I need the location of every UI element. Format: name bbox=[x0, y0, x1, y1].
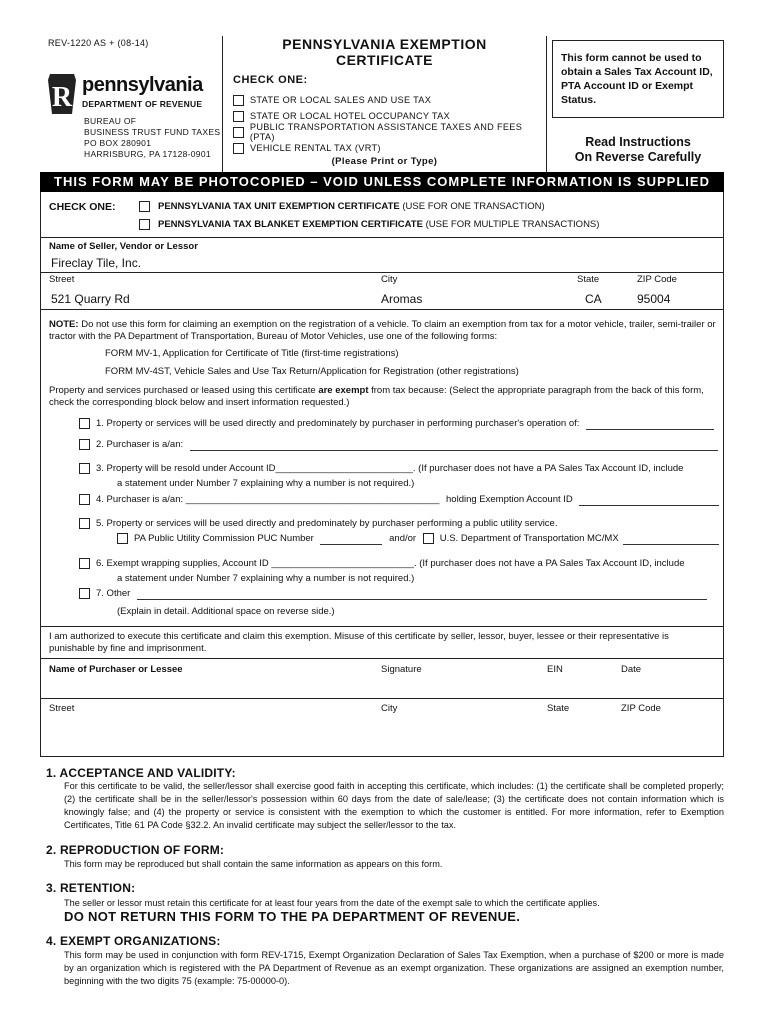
section-2-title: 2. REPRODUCTION OF FORM: bbox=[46, 843, 225, 857]
purchaser-street-label: Street bbox=[49, 703, 75, 714]
title-box bbox=[222, 36, 547, 172]
section-4-body: This form may be used in conjunction with form REV-1715, Exempt Organization Declaration of Sales Tax Exemption, when a purchase of $200 or more is made by an organization which is registered with the PA Department of Revenue as an exempt organization. These organizations are assigned an exemption number, beginning with the two digits 75 (example: 75-00000-0). bbox=[64, 950, 724, 986]
date-label: Date bbox=[621, 664, 642, 675]
reason-6-note: a statement under Number 7 explaining why a number is not required.) bbox=[117, 573, 415, 584]
section-3-title: 3. RETENTION: bbox=[46, 881, 136, 895]
puc-number-field[interactable] bbox=[320, 535, 382, 545]
seller-zip-field[interactable]: 95004 bbox=[637, 292, 671, 306]
checkbox[interactable] bbox=[233, 143, 244, 154]
mc-mx-field[interactable] bbox=[623, 535, 719, 545]
tax-option-pta[interactable]: PUBLIC TRANSPORTATION ASSISTANCE TAXES AND FEES (PTA) bbox=[233, 124, 546, 140]
tax-option-sales-use[interactable]: STATE OR LOCAL SALES AND USE TAX bbox=[233, 92, 546, 108]
form-number: REV-1220 AS + (08-14) bbox=[48, 38, 149, 48]
checkbox[interactable] bbox=[79, 558, 90, 569]
reason-1-field[interactable] bbox=[586, 420, 714, 430]
form-mv1: FORM MV-1, Application for Certificate of Title (first-time registrations) bbox=[105, 348, 399, 359]
seller-name-label: Name of Seller, Vendor or Lessor bbox=[49, 241, 198, 252]
reason-6[interactable]: 6. Exempt wrapping supplies, Account ID ___________________________. (If purchaser does not have a PA Sales Tax Account ID, include bbox=[79, 558, 727, 570]
reason-7[interactable]: 7. Other bbox=[79, 588, 725, 600]
reason-7-field[interactable] bbox=[137, 590, 707, 600]
checkbox[interactable] bbox=[233, 127, 244, 138]
logo-wordmark: pennsylvania bbox=[82, 74, 203, 96]
seller-city-field[interactable]: Aromas bbox=[381, 292, 423, 306]
print-note: (Please Print or Type) bbox=[331, 156, 438, 167]
form-mv4st: FORM MV-4ST, Vehicle Sales and Use Tax Return/Application for Registration (other registrations) bbox=[105, 366, 519, 377]
section-1-body: For this certificate to be valid, the seller/lessor shall exercise good faith in accepting this certificate, which includes: (1) the certificate shall be completed properly; (2) the certificate shall be in the seller/lessor's possession within 60 days from the date of sale/lease; (3) the certificate does not contain information which is knowingly false; and (4) the property or service is consistent with the exemption to which the customer is entitled. For more information, refer to Exemption Certificates, Title 61 PA Code §32.2. An invalid certificate may subject the seller/lessor to the tax. bbox=[64, 781, 724, 830]
reason-2[interactable]: 2. Purchaser is a/an: bbox=[79, 439, 725, 451]
right-info bbox=[552, 40, 724, 170]
purchaser-city-label: City bbox=[381, 703, 398, 714]
seller-street-field[interactable]: 521 Quarry Rd bbox=[51, 292, 130, 306]
reason-5[interactable]: 5. Property or services will be used directly and predominately by purchaser performing a public utility service. bbox=[79, 518, 725, 530]
tax-option-hotel[interactable]: STATE OR LOCAL HOTEL OCCUPANCY TAX bbox=[233, 108, 546, 124]
checkbox[interactable] bbox=[79, 463, 90, 474]
tax-option-vrt[interactable]: VEHICLE RENTAL TAX (VRT) bbox=[233, 140, 546, 156]
checkbox[interactable] bbox=[79, 418, 90, 429]
checkbox[interactable] bbox=[117, 533, 128, 544]
unit-certificate-option[interactable]: PENNSYLVANIA TAX UNIT EXEMPTION CERTIFICATE (USE FOR ONE TRANSACTION) bbox=[139, 201, 545, 213]
checkbox[interactable] bbox=[79, 588, 90, 599]
signature-label: Signature bbox=[381, 664, 422, 675]
checkbox[interactable] bbox=[79, 439, 90, 450]
exemption-intro: Property and services purchased or leased using this certificate are exempt from tax because: (Select the appropriate paragraph from the back of this form, check the corresponding block below and insert information requested.) bbox=[49, 385, 704, 408]
certificate-main bbox=[40, 192, 724, 757]
seller-state-label: State bbox=[577, 274, 600, 285]
pa-revenue-logo bbox=[48, 74, 220, 116]
section-4-title: 4. EXEMPT ORGANIZATIONS: bbox=[46, 934, 221, 948]
checkbox[interactable] bbox=[139, 201, 150, 212]
reason-5-sub: PA Public Utility Commission PUC Number and/or U.S. Department of Transportation MC/MX bbox=[117, 533, 727, 545]
seller-city-label: City bbox=[381, 274, 398, 285]
seller-state-field[interactable]: CA bbox=[585, 292, 602, 306]
authorization-statement: I am authorized to execute this certificate and claim this exemption. Misuse of this certificate by seller, lessor, buyer, lessee or their representative is punishable by fine and imprisonment. bbox=[49, 631, 669, 654]
reason-7-note: (Explain in detail. Additional space on reverse side.) bbox=[117, 606, 335, 617]
restriction-note: This form cannot be used to obtain a Sales Tax Account ID, PTA Account ID or Exempt Status. bbox=[552, 40, 724, 118]
checkbox[interactable] bbox=[79, 518, 90, 529]
photocopy-banner: THIS FORM MAY BE PHOTOCOPIED – VOID UNLESS COMPLETE INFORMATION IS SUPPLIED bbox=[40, 172, 724, 192]
checkbox[interactable] bbox=[233, 111, 244, 122]
purchaser-name-label: Name of Purchaser or Lessee bbox=[49, 664, 183, 675]
tax-check-one-label: CHECK ONE: bbox=[233, 74, 308, 86]
purchaser-state-label: State bbox=[547, 703, 570, 714]
form-title: PENNSYLVANIA EXEMPTION CERTIFICATE bbox=[282, 36, 487, 68]
bureau-address: BUREAU OF BUSINESS TRUST FUND TAXES PO BOX 280901 HARRISBURG, PA 17128-0901 bbox=[84, 116, 221, 159]
section-1-title: 1. ACCEPTANCE AND VALIDITY: bbox=[46, 766, 236, 780]
svg-text:R: R bbox=[51, 82, 73, 113]
tax-type-options bbox=[233, 92, 546, 156]
seller-street-label: Street bbox=[49, 274, 75, 285]
purchaser-zip-label: ZIP Code bbox=[621, 703, 661, 714]
read-instructions: Read Instructions On Reverse Carefully bbox=[574, 135, 702, 164]
do-not-return-warning: DO NOT RETURN THIS FORM TO THE PA DEPARTMENT OF REVENUE. bbox=[64, 909, 521, 924]
reason-3[interactable]: 3. Property will be resold under Account ID__________________________. (If purchaser does not have a PA Sales Tax Account ID, include bbox=[79, 463, 727, 475]
keystone-logo-icon bbox=[48, 74, 76, 114]
reason-1[interactable]: 1. Property or services will be used directly and predominately by purchaser in performing purchaser's operation of: bbox=[79, 418, 725, 430]
seller-zip-label: ZIP Code bbox=[637, 274, 677, 285]
blanket-certificate-option[interactable]: PENNSYLVANIA TAX BLANKET EXEMPTION CERTIFICATE (USE FOR MULTIPLE TRANSACTIONS) bbox=[139, 219, 599, 231]
checkbox[interactable] bbox=[233, 95, 244, 106]
logo-department: DEPARTMENT OF REVENUE bbox=[82, 99, 203, 109]
section-3-body: The seller or lessor must retain this certificate for at least four years from the date of the exempt sale to which the certificate applies. bbox=[64, 898, 600, 908]
vehicle-note: NOTE: Do not use this form for claiming an exemption on the registration of a vehicle. To claim an exemption from tax for a motor vehicle, trailer, semi-trailer or tractor with the PA Department of Transportation, Bureau of Motor Vehicles, use one of the following forms: bbox=[49, 319, 716, 342]
checkbox[interactable] bbox=[79, 494, 90, 505]
ein-label: EIN bbox=[547, 664, 563, 675]
reason-2-field[interactable] bbox=[190, 441, 718, 451]
header-left bbox=[48, 38, 220, 113]
cert-check-one-label: CHECK ONE: bbox=[49, 201, 116, 213]
section-2-body: This form may be reproduced but shall contain the same information as appears on this form. bbox=[64, 859, 443, 869]
checkbox[interactable] bbox=[139, 219, 150, 230]
seller-name-field[interactable]: Fireclay Tile, Inc. bbox=[51, 256, 142, 270]
checkbox[interactable] bbox=[423, 533, 434, 544]
reason-4-field[interactable] bbox=[579, 496, 719, 506]
reason-4[interactable]: 4. Purchaser is a/an: ________________________________________________ holding Exemption Account ID bbox=[79, 494, 725, 506]
reason-3-note: a statement under Number 7 explaining why a number is not required.) bbox=[117, 478, 415, 489]
